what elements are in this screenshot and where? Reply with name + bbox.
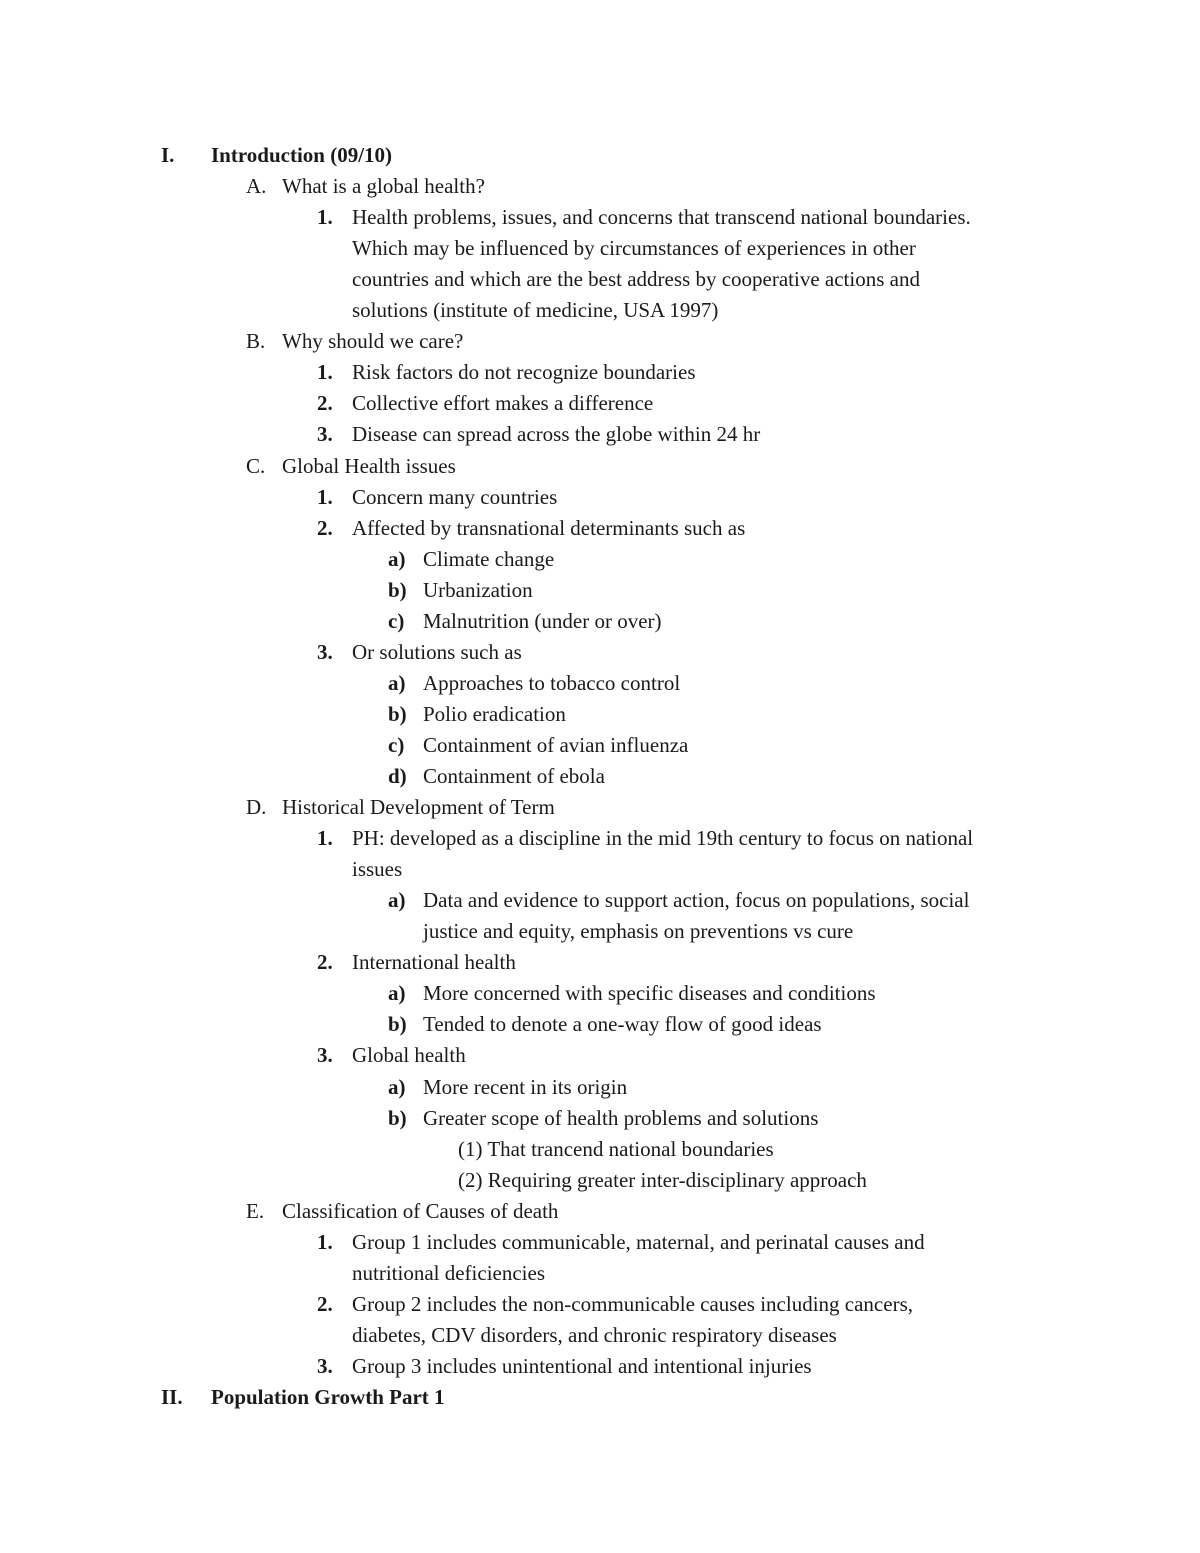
outline-text: Group 1 includes communicable, maternal, and perinatal causes and [352, 1229, 925, 1254]
outline-text: What is a global health? [282, 174, 485, 199]
outline-marker: a) [388, 981, 406, 1006]
outline-marker: a) [388, 670, 406, 695]
outline-marker: a) [388, 546, 406, 571]
outline-text: (1) That trancend national boundaries [458, 1136, 774, 1161]
outline-text: nutritional deficiencies [352, 1260, 546, 1285]
outline-text: Affected by transnational determinants such as [352, 515, 746, 540]
outline-text: Tended to denote a one-way flow of good ideas [423, 1012, 822, 1037]
outline-marker: 1. [317, 205, 333, 230]
outline-marker: a) [388, 1074, 406, 1099]
outline-marker: 1. [317, 1229, 333, 1254]
outline-marker: 3. [317, 639, 333, 664]
outline-marker: c) [388, 608, 405, 633]
outline-marker: b) [388, 701, 407, 726]
outline-text: countries and which are the best address by cooperative actions and [352, 267, 920, 292]
outline-text: Which may be influenced by circumstances of experiences in other [352, 236, 916, 261]
outline-marker: 2. [317, 1291, 333, 1316]
outline-text: Global Health issues [282, 453, 456, 478]
outline-text: Health problems, issues, and concerns that transcend national boundaries. [352, 205, 971, 230]
outline-marker: 2. [317, 391, 333, 416]
outline-text: diabetes, CDV disorders, and chronic respiratory diseases [352, 1322, 837, 1347]
outline-text: Containment of ebola [423, 764, 605, 788]
outline-marker: d) [388, 764, 407, 788]
section-heading: Population Growth Part 1 [211, 1385, 445, 1409]
outline-marker: 3. [317, 1353, 333, 1378]
outline-text: Malnutrition (under or over) [423, 608, 662, 633]
outline-marker: 3. [317, 1043, 333, 1068]
outline-marker: 1. [317, 484, 333, 509]
outline-marker: II. [161, 1385, 183, 1409]
outline-marker: 2. [317, 515, 333, 540]
outline-text: More recent in its origin [423, 1074, 628, 1099]
outline-text: Classification of Causes of death [282, 1198, 559, 1223]
outline-text: Climate change [423, 546, 555, 571]
outline-marker: c) [388, 732, 405, 757]
outline-marker: b) [388, 1105, 407, 1130]
outline-text: Urbanization [423, 577, 533, 602]
outline-text: International health [352, 950, 516, 975]
outline-text: Data and evidence to support action, focus on populations, social [423, 888, 970, 913]
outline-text: Approaches to tobacco control [423, 670, 681, 695]
outline-text: PH: developed as a discipline in the mid 19th century to focus on national [352, 826, 974, 851]
outline-text: Collective effort makes a difference [352, 391, 654, 416]
outline-text: Containment of avian influenza [423, 732, 689, 757]
outline-marker: E. [246, 1198, 265, 1223]
outline-text: Risk factors do not recognize boundaries [352, 360, 696, 385]
outline-text: (2) Requiring greater inter-disciplinary approach [458, 1167, 867, 1192]
outline-text: solutions (institute of medicine, USA 1997) [352, 298, 719, 323]
outline-text: Why should we care? [282, 329, 464, 354]
outline-text: issues [352, 857, 403, 882]
outline-text: Disease can spread across the globe within 24 hr [352, 422, 761, 447]
outline-marker: I. [161, 143, 175, 167]
outline-text: Or solutions such as [352, 639, 522, 664]
outline-marker: b) [388, 577, 407, 602]
outline-marker: C. [246, 453, 266, 478]
outline-text: More concerned with specific diseases and conditions [423, 981, 876, 1006]
outline-text: Global health [352, 1043, 466, 1068]
outline-marker: 1. [317, 826, 333, 851]
outline-marker: A. [246, 174, 267, 199]
outline-marker: B. [246, 329, 266, 354]
outline-marker: a) [388, 888, 406, 913]
section-heading: Introduction (09/10) [211, 143, 393, 167]
outline-marker: D. [246, 795, 267, 820]
outline-text: justice and equity, emphasis on preventions vs cure [423, 919, 854, 944]
outline-text: Concern many countries [352, 484, 558, 509]
outline-text: Greater scope of health problems and solutions [423, 1105, 819, 1130]
outline-marker: 2. [317, 950, 333, 975]
outline-marker: 1. [317, 360, 333, 385]
outline-text: Historical Development of Term [282, 795, 555, 820]
outline-text: Polio eradication [423, 701, 566, 726]
outline-marker: b) [388, 1012, 407, 1037]
outline-marker: 3. [317, 422, 333, 447]
outline-text: Group 3 includes unintentional and intentional injuries [352, 1353, 812, 1378]
outline-text: Group 2 includes the non-communicable causes including cancers, [352, 1291, 913, 1316]
